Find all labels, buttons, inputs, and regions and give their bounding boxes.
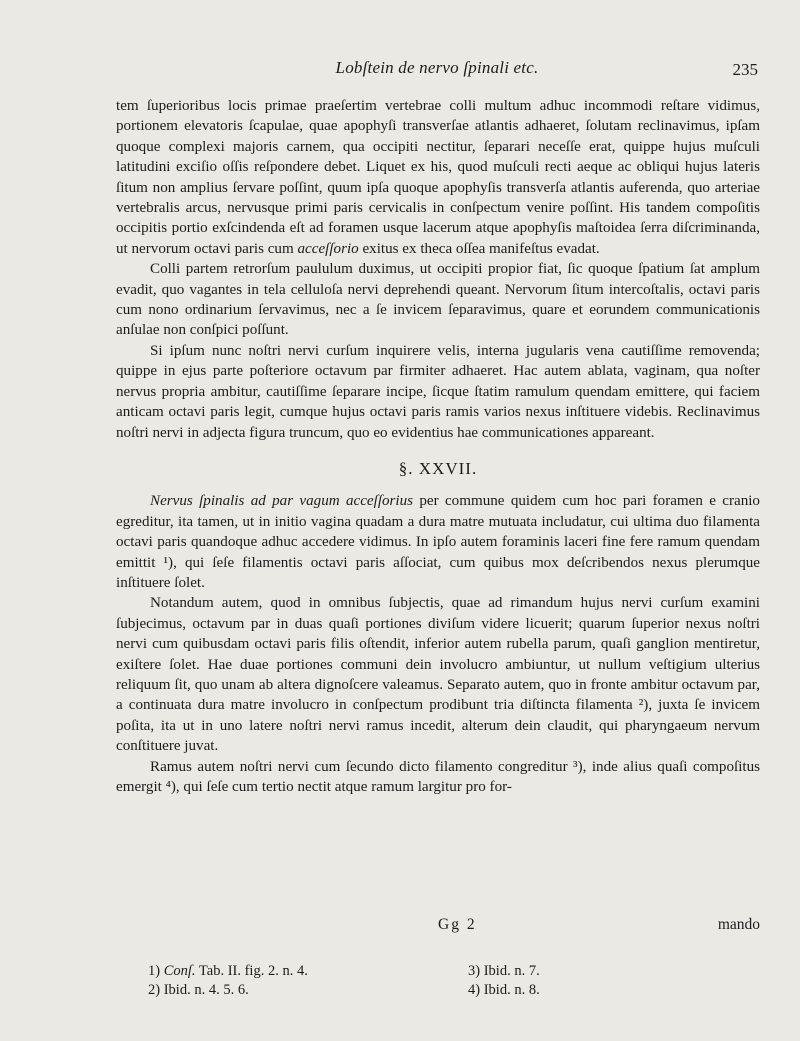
footnote-1 bbox=[148, 962, 308, 981]
footnote-number: 1) bbox=[148, 963, 161, 979]
footnote-text: Tab. II. fig. 2. n. 4. bbox=[195, 963, 308, 979]
paragraph-1 bbox=[116, 96, 760, 259]
paragraph-2-text: Colli partem retrorſum paululum duximus, ut occipiti propior fiat, ſic quoque ſpatium ſat amplum evadit, quo vagantes in tela celluloſa nervi deprehendi queant. Nervorum ſitum intercoſtalis, octavi paris cum nono ordinarium ſervavimus, nec a ſe invicem ſeparavimus, quare et eorundem communicationis anſulae non conſpici poſſunt. bbox=[116, 261, 760, 339]
paragraph-1-italic: acceſſorio bbox=[297, 240, 359, 257]
section-paragraph-1-text: per commune quidem cum hoc pari foramen e cranio egreditur, ita tamen, ut in initio vagina quadam a dura matre mutuata includatur, cui ultima duo filamenta octavi paris quandoque adhuc accedere vidimus. In ipſo autem foraminis laceri fine fere ramum quendam emittit ¹), qui ſeſe filamentis octavi paris aſſociat, cum quibus mox deſcribendos nexus plerumque inſtituere ſolet. bbox=[116, 493, 760, 591]
paragraph-2 bbox=[116, 259, 760, 341]
section-paragraph-3 bbox=[116, 757, 760, 798]
footnote-number: 3) bbox=[468, 963, 481, 979]
footnote-text: Ibid. n. 7. bbox=[483, 963, 540, 979]
footnote-number: 2) bbox=[148, 982, 161, 998]
running-title: Lobſtein de nervo ſpinali etc. bbox=[335, 58, 539, 77]
paragraph-1-text-end: exitus ex theca oſſea manifeſtus evadat. bbox=[358, 240, 600, 257]
signature-mark: Gg 2 bbox=[438, 916, 477, 933]
body-text bbox=[116, 96, 760, 797]
footnotes-left-column bbox=[148, 962, 308, 1000]
catchword: mando bbox=[717, 916, 760, 933]
section-heading: §. XXVII. bbox=[398, 458, 478, 478]
signature-line bbox=[116, 916, 760, 938]
footnote-3 bbox=[468, 962, 540, 981]
page-number: 235 bbox=[732, 60, 758, 79]
page-header bbox=[116, 58, 758, 82]
section-paragraph-3-text: Ramus autem noſtri nervi cum ſecundo dicto filamento congreditur ³), inde alius quaſi compoſitus emergit ⁴), qui ſeſe cum tertio nectit atque ramum largitur pro for- bbox=[116, 758, 760, 795]
section-paragraph-1 bbox=[116, 491, 760, 593]
footnotes-right-column bbox=[468, 962, 540, 1000]
section-paragraph-2 bbox=[116, 593, 760, 756]
footnote-2 bbox=[148, 981, 308, 1000]
paragraph-3 bbox=[116, 341, 760, 443]
footnote-number: 4) bbox=[468, 982, 481, 998]
section-paragraph-2-text: Notandum autem, quod in omnibus ſubjectis, quae ad rimandum hujus nervi curſum examini ſubjecimus, octavum par in duas quaſi portiones diviſum videre licuerit; quarum ſuperior nexus noſtri nervi cum quibusdam octavi paris filis oſtendit, inferior autem rubella parum, quaſi ganglion mentiretur, exiſtere ſolet. Hae duae portiones communi dein involucro ambiuntur, ut nullum veſtigium ulterius reliquum ſit, quo unam ab altera dignoſcere valeamus. Separato autem, quo in fronte ambitur octavum par, a continuata dura matre involucro in conſpectum prodibunt tria diſtincta filamenta ²), juxta ſe invicem poſita, ita ut in uno latere noſtri nervi ramus incedit, alterum dein claudit, qui pharyngaeum nervum conſtituere juvat. bbox=[116, 595, 760, 755]
paragraph-1-text: tem ſuperioribus locis primae praeſertim vertebrae colli multum adhuc incommodi reſtare vidimus, portionem elevatoris ſcapulae, quae apophyſi transverſae atlantis adhaeret, ſolutam reclinavimus, ipſam quoque complexi majoris carnem, qua occipiti nectitur, ſeparari neceſſe erat, quippe hujus muſculi latitudini exciſio oſſis reſpondere debet. Liquet ex his, quod muſculi recti aeque ac obliqui hujus lateris ſitum non amplius ſervare poſſint, quum ipſa quoque apophyſis transverſa atlantis auferenda, quo arteriae vertebralis arcus, nervusque primi paris cervicalis in conſpectum venire poſſint. His tandem compoſitis occipitis portio exſcindenda eſt ad foramen usque lacerum atque apophyſis maſtoidea ſerra diſcriminanda, ut nervorum octavi paris cum bbox=[116, 98, 760, 257]
footnote-italic: Conſ. bbox=[163, 963, 196, 979]
footnote-text: Ibid. n. 8. bbox=[483, 982, 540, 998]
section-paragraph-1-italic: Nervus ſpinalis ad par vagum acceſſorius bbox=[150, 493, 414, 510]
paragraph-3-text: Si ipſum nunc noſtri nervi curſum inquirere velis, interna jugularis vena cautiſſime removenda; quippe in ejus parte poſteriore octavum par firmiter adhaeret. Hac autem ablata, vaginam, qua noſter nervus propria ambitur, cautiſſime ſeparare incipe, ſicque ſtatim ramulum quendam emittere, qui faciem anticam octavi paris legit, cumque hujus octavi paris ramis varios nexus inſtituere videbis. Reclinavimus noſtri nervi in adjecta figura truncum, quo eo evidentius hae communicationes appareant. bbox=[116, 342, 760, 441]
footnote-4 bbox=[468, 981, 540, 1000]
footnote-text: Ibid. n. 4. 5. 6. bbox=[163, 982, 249, 998]
